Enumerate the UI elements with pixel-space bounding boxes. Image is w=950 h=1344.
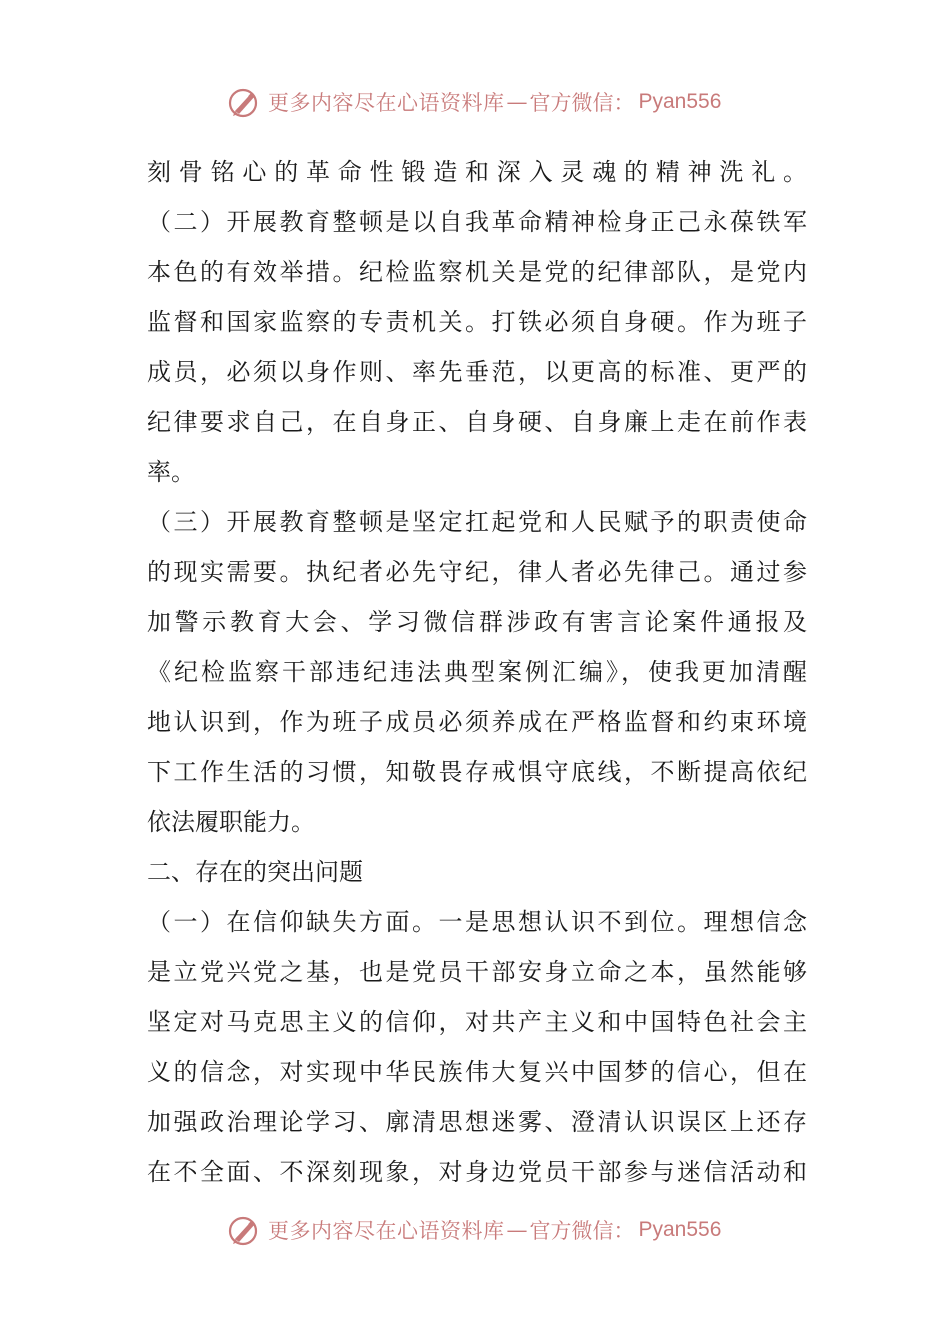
pen-circle-logo-icon xyxy=(226,84,262,120)
banner-wechat-id: Pyan556 xyxy=(638,90,722,113)
body-line: 成员，必须以身作则、率先垂范，以更高的标准、更严的 xyxy=(147,358,807,386)
body-line: 监督和国家监察的专责机关。打铁必须自身硬。作为班子 xyxy=(147,308,807,336)
body-line: 在不全面、不深刻现象，对身边党员干部参与迷信活动和 xyxy=(147,1158,807,1186)
banner-wechat-label: 官方微信： xyxy=(529,1219,635,1243)
body-line: 率。 xyxy=(147,458,195,486)
banner-wechat-label: 官方微信： xyxy=(529,91,635,115)
body-line: 地认识到，作为班子成员必须养成在严格监督和约束环境 xyxy=(147,708,807,736)
header-banner xyxy=(226,82,721,122)
body-line: 下工作生活的习惯，知敬畏存戒惧守底线，不断提高依纪 xyxy=(147,758,807,786)
body-line: 依法履职能力。 xyxy=(147,808,315,836)
banner-separator: — xyxy=(506,1218,528,1242)
body-line: 坚定对马克思主义的信仰，对共产主义和中国特色社会主 xyxy=(147,1008,807,1036)
body-line: 加警示教育大会、学习微信群涉政有害言论案件通报及 xyxy=(147,608,807,636)
body-line: （一）在信仰缺失方面。一是思想认识不到位。理想信念 xyxy=(147,908,807,936)
body-line: 本色的有效举措。纪检监察机关是党的纪律部队，是党内 xyxy=(147,258,807,286)
body-line: 《纪检监察干部违纪违法典型案例汇编》，使我更加清醒 xyxy=(147,658,807,686)
banner-title: 更多内容尽在心语资料库 xyxy=(268,91,505,115)
body-line: 刻骨铭心的革命性锻造和深入灵魂的精神洗礼。 xyxy=(147,158,807,186)
pen-circle-logo-icon xyxy=(226,1212,262,1248)
body-line: 纪律要求自己，在自身正、自身硬、自身廉上走在前作表 xyxy=(147,408,807,436)
banner-wechat-id: Pyan556 xyxy=(638,1218,722,1241)
document-body xyxy=(147,147,807,1197)
body-line: （三）开展教育整顿是坚定扛起党和人民赋予的职责使命 xyxy=(147,508,807,536)
banner-separator: — xyxy=(506,90,528,114)
body-line: （二）开展教育整顿是以自我革命精神检身正己永葆铁军 xyxy=(147,208,807,236)
footer-banner xyxy=(226,1210,721,1250)
body-line: 是立党兴党之基，也是党员干部安身立命之本，虽然能够 xyxy=(147,958,807,986)
body-line: 加强政治理论学习、廓清思想迷雾、澄清认识误区上还存 xyxy=(147,1108,807,1136)
section-heading: 二、存在的突出问题 xyxy=(147,858,363,886)
body-line: 的现实需要。执纪者必先守纪，律人者必先律己。通过参 xyxy=(147,558,807,586)
banner-title: 更多内容尽在心语资料库 xyxy=(268,1219,505,1243)
body-line: 义的信念，对实现中华民族伟大复兴中国梦的信心，但在 xyxy=(147,1058,807,1086)
